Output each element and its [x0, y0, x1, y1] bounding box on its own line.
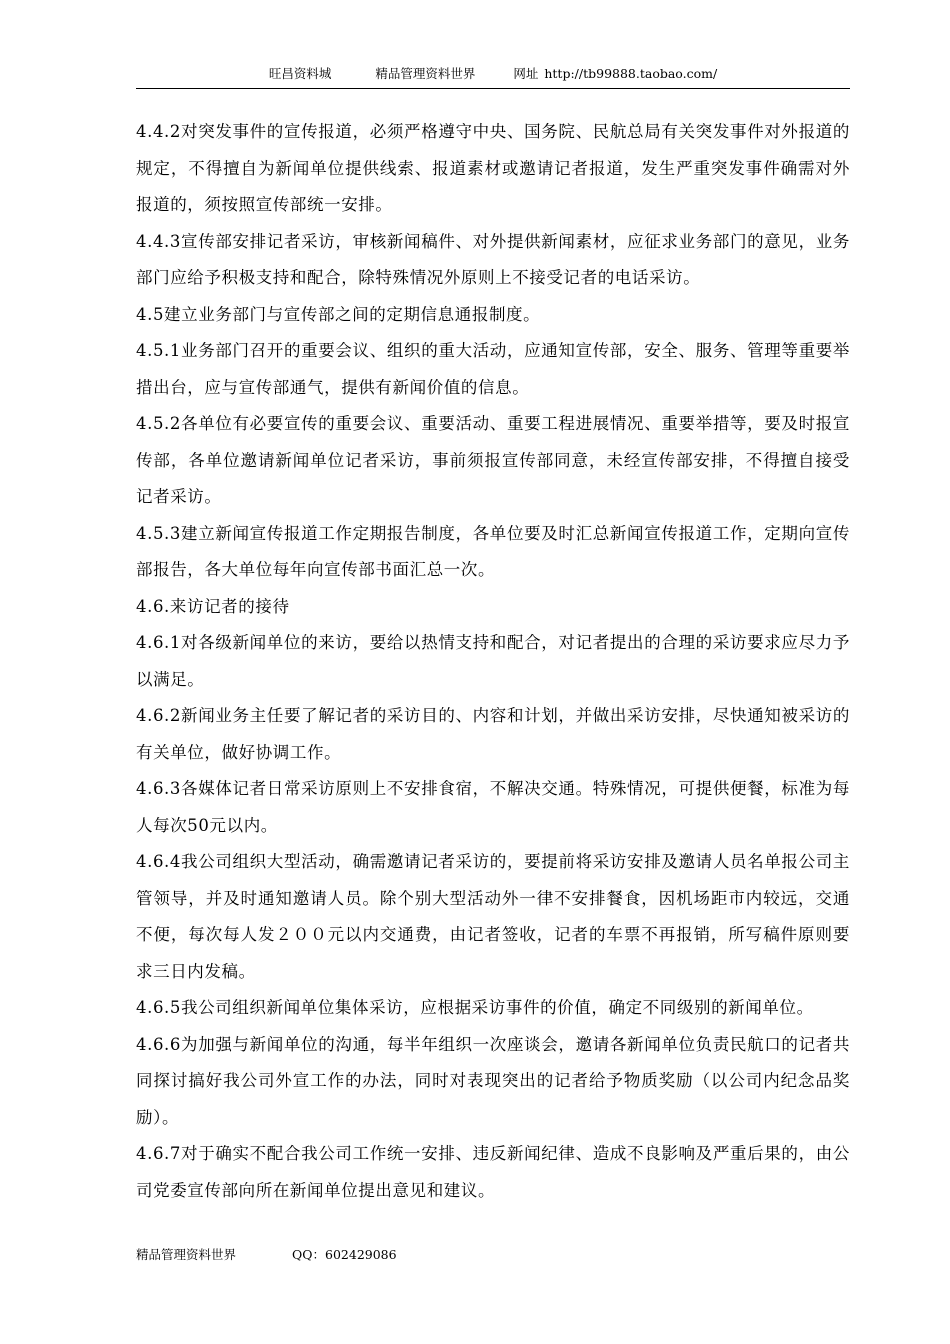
paragraph-4-6-2: 4.6.2新闻业务主任要了解记者的采访目的、内容和计划，并做出采访安排，尽快通知被采访的有关单位，做好协调工作。 [136, 706, 850, 762]
document-body [136, 114, 850, 1209]
paragraph-4-6: 4.6.来访记者的接待 [136, 596, 290, 616]
paragraph-4-6-4: 4.6.4我公司组织大型活动，确需邀请记者采访的，要提前将采访安排及邀请人员名单报公司主管领导，并及时通知邀请人员。除个别大型活动外一律不安排餐食，因机场距市内较远，交通不便，每次每人发２００元以内交通费，由记者签收，记者的车票不再报销，所写稿件原则要求三日内发稿。 [136, 852, 850, 981]
header-url-label: 网址 [513, 66, 539, 81]
paragraph-4-4-2: 4.4.2对突发事件的宣传报道，必须严格遵守中央、国务院、民航总局有关突发事件对外报道的规定，不得擅自为新闻单位提供线索、报道素材或邀请记者报道，发生严重突发事件确需对外报道的，须按照宣传部统一安排。 [136, 122, 850, 214]
paragraph-4-6-7: 4.6.7对于确实不配合我公司工作统一安排、违反新闻纪律、造成不良影响及严重后果的，由公司党委宣传部向所在新闻单位提出意见和建议。 [136, 1144, 850, 1200]
header-shop-name: 旺昌资料城 [268, 66, 332, 81]
page-footer [136, 1247, 397, 1263]
paragraph-4-5-2: 4.5.2各单位有必要宣传的重要会议、重要活动、重要工程进展情况、重要举措等，要及时报宣传部，各单位邀请新闻单位记者采访，事前须报宣传部同意，未经宣传部安排，不得擅自接受记者采访。 [136, 414, 850, 506]
paragraph-4-4-3: 4.4.3宣传部安排记者采访，审核新闻稿件、对外提供新闻素材，应征求业务部门的意见，业务部门应给予积极支持和配合，除特殊情况外原则上不接受记者的电话采访。 [136, 231, 850, 287]
header-url[interactable]: http://tb99888.taobao.com/ [544, 66, 718, 81]
paragraph-4-5: 4.5建立业务部门与宣传部之间的定期信息通报制度。 [136, 304, 541, 324]
paragraph-4-6-3: 4.6.3各媒体记者日常采访原则上不安排食宿，不解决交通。特殊情况，可提供便餐，标准为每人每次50元以内。 [136, 779, 850, 835]
paragraph-4-6-5: 4.6.5我公司组织新闻单位集体采访，应根据采访事件的价值，确定不同级别的新闻单位。 [136, 998, 814, 1017]
footer-world-name: 精品管理资料世界 [136, 1247, 237, 1262]
page-header [136, 66, 850, 89]
header-world-name: 精品管理资料世界 [375, 66, 476, 81]
paragraph-4-5-3: 4.5.3建立新闻宣传报道工作定期报告制度，各单位要及时汇总新闻宣传报道工作，定期向宣传部报告，各大单位每年向宣传部书面汇总一次。 [136, 523, 850, 579]
paragraph-4-5-1: 4.5.1业务部门召开的重要会议、组织的重大活动，应通知宣传部，安全、服务、管理等重要举措出台，应与宣传部通气，提供有新闻价值的信息。 [136, 341, 850, 397]
paragraph-4-6-1: 4.6.1对各级新闻单位的来访，要给以热情支持和配合，对记者提出的合理的采访要求应尽力予以满足。 [136, 633, 850, 689]
footer-qq: QQ：602429086 [292, 1247, 397, 1262]
paragraph-4-6-6: 4.6.6为加强与新闻单位的沟通，每半年组织一次座谈会，邀请各新闻单位负责民航口的记者共同探讨搞好我公司外宣工作的办法，同时对表现突出的记者给予物质奖励（以公司内纪念品奖励）。 [136, 1034, 850, 1127]
